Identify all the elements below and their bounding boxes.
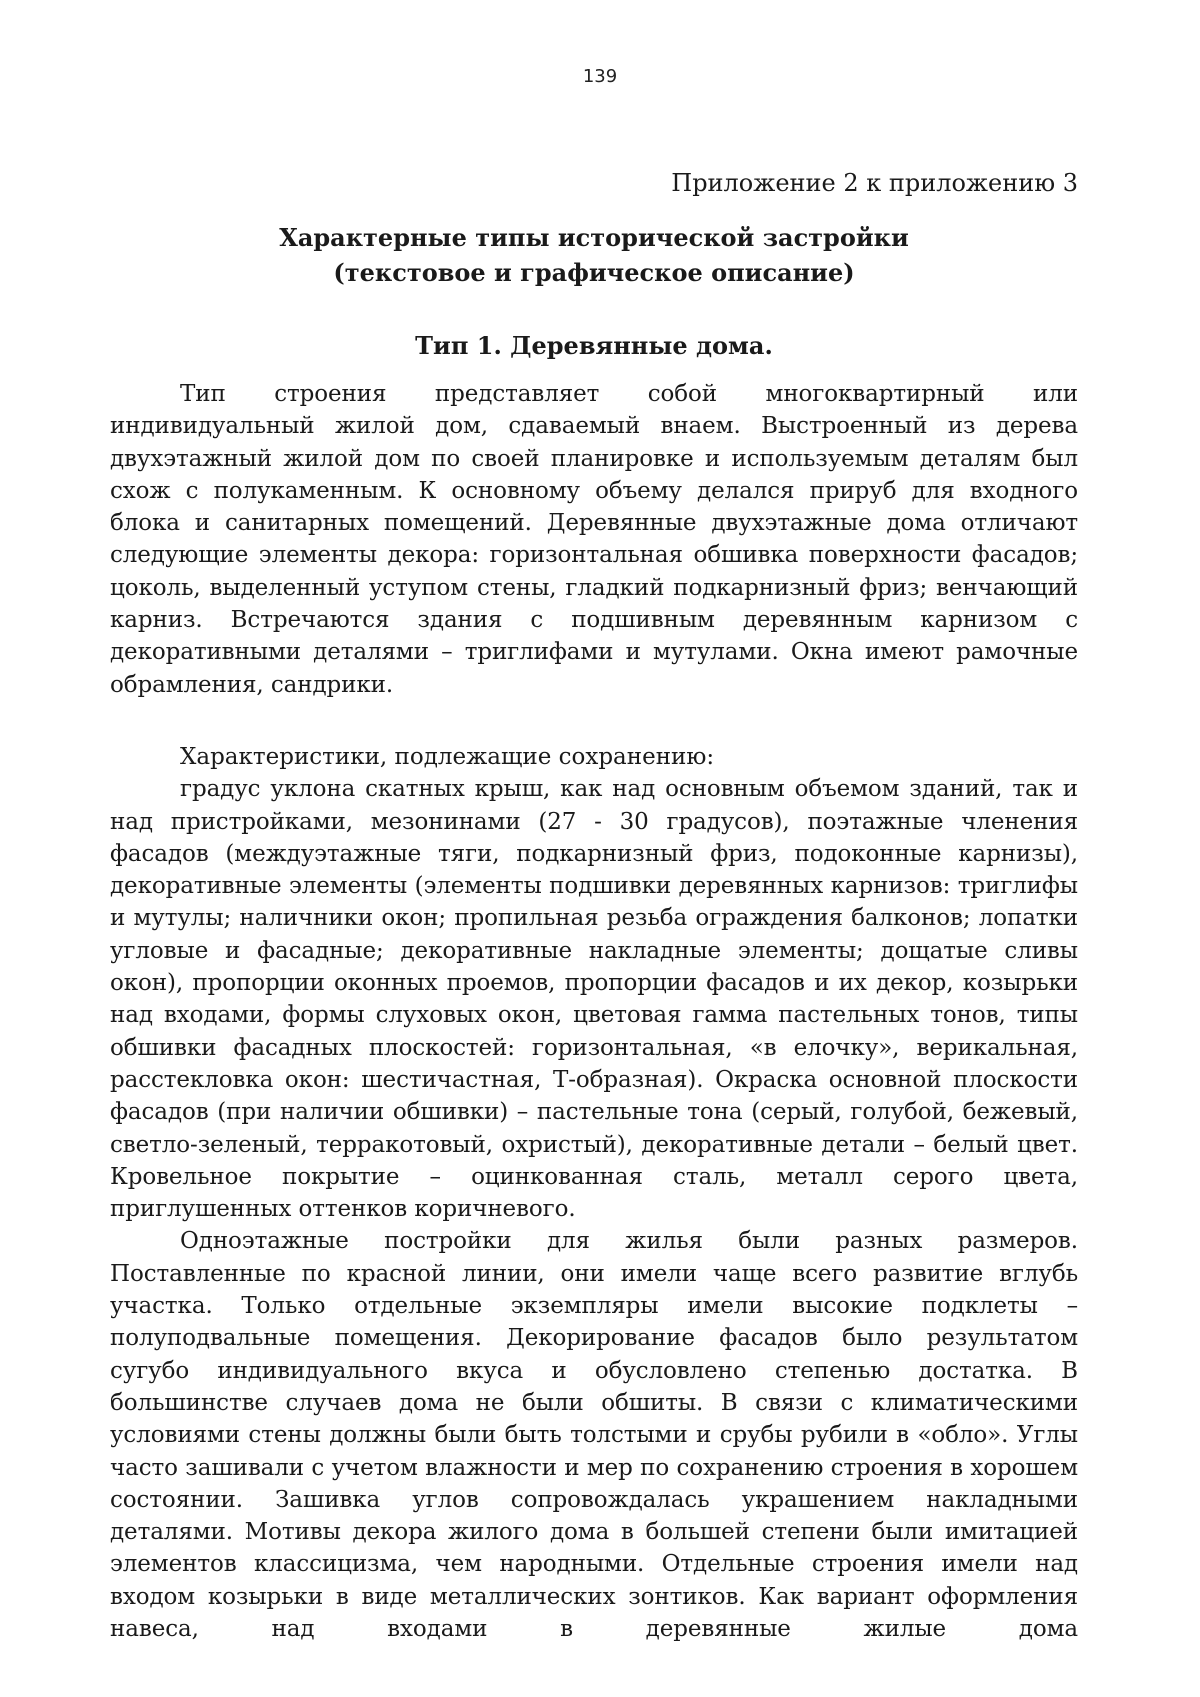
paragraph-description: Тип строения представляет собой многоквартирный или индивидуальный жилой дом, сдаваемый внаем. Выстроенный из дерева двухэтажный жилой дом по своей планировке и используемым деталям был схож с полукаменным. К основному объему делался прируб для входного блока и санитарных помещений. Деревянные двухэтажные дома отличают следующие элементы декора: горизонтальная обшивка поверхности фасадов; цоколь, выделенный уступом стены, гладкий подкарнизный фриз; венчающий карниз. Встречаются здания с подшивным деревянным карнизом с декоративными деталями – триглифами и мутулами. Окна имеют рамочные обрамления, сандрики.	[110, 381, 1078, 698]
characteristics-heading: Характеристики, подлежащие сохранению:	[180, 743, 715, 770]
paragraph-characteristics: градус уклона скатных крыш, как над основным объемом зданий, так и над пристройками, мезонинами (27 - 30 градусов), поэтажные членения фасадов (междуэтажные тяги, подкарнизный фриз, подоконные карнизы), декоративные элементы (элементы подшивки деревянных карнизов: триглифы и мутулы; наличники окон; пропильная резьба ограждения балконов; лопатки угловые и фасадные; декоративные накладные элементы; дощатые сливы окон), пропорции оконных проемов, пропорции фасадов и их декор, козырьки над входами, формы слуховых окон, цветовая гамма пастельных тонов, типы обшивки фасадных плоскостей: горизонтальная, «в елочку», верикальная, расстекловка окон: шестичастная, Т-образная). Окраска основной плоскости фасадов (при наличии обшивки) – пастельные тона (серый, голубой, бежевый, светло-зеленый, терракотовый, охристый), декоративные детали – белый цвет. Кровельное покрытие – оцинкованная сталь, металл серого цвета, приглушенных оттенков коричневого.	[110, 776, 1078, 1223]
document-title-line-2: (текстовое и графическое описание)	[333, 258, 855, 287]
annex-label: Приложение 2 к приложению 3	[671, 169, 1078, 197]
page-number: 139	[582, 66, 618, 87]
section-heading: Тип 1. Деревянные дома.	[415, 331, 773, 360]
page-content	[110, 166, 1078, 1645]
document-title-line-1: Характерные типы исторической застройки	[279, 223, 909, 252]
paragraph-one-storey-houses: Одноэтажные постройки для жилья были разных размеров. Поставленные по красной линии, они имели чаще всего развитие вглубь участка. Только отдельные экземпляры имели высокие подклеты – полуподвальные помещения. Декорирование фасадов было результатом сугубо индивидуального вкуса и обусловлено степенью достатка. В большинстве случаев дома не были обшиты. В связи с климатическими условиями стены должны были быть толстыми и срубы рубили в «обло». Углы часто зашивали с учетом влажности и мер по сохранению строения в хорошем состоянии. Зашивка углов сопровождалась украшением накладными деталями. Мотивы декора жилого дома в большей степени были имитацией элементов классицизма, чем народными. Отдельные строения имели над входом козырьки в виде металлических зонтиков. Как вариант оформления навеса, над входами в деревянные жилые дома	[110, 1228, 1078, 1642]
